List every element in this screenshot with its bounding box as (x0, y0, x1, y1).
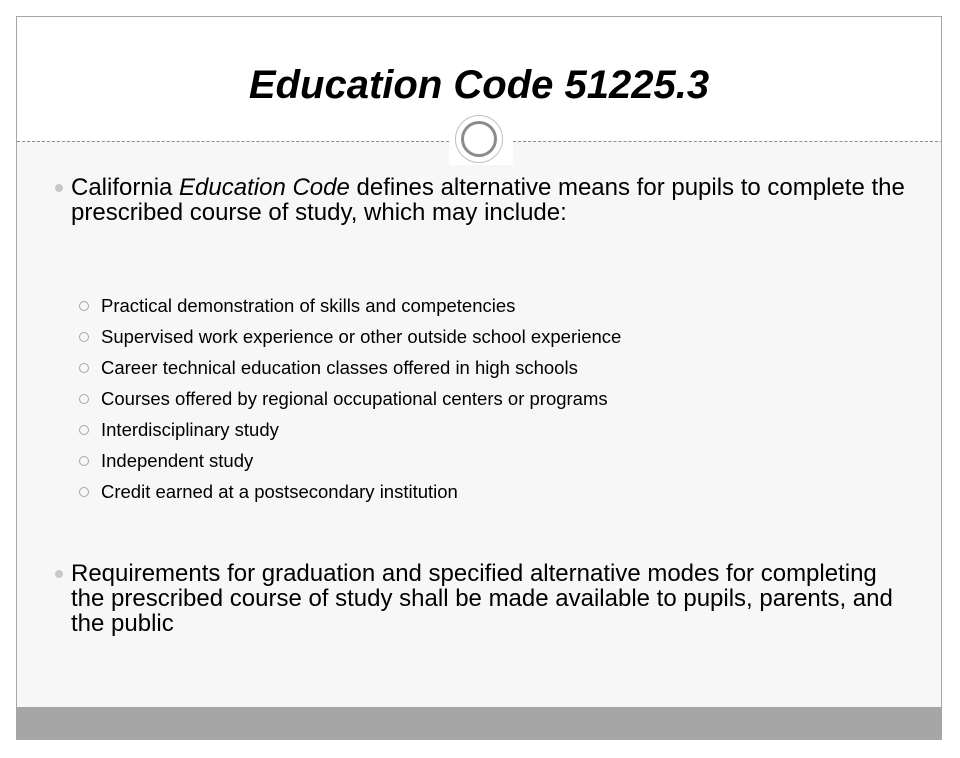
bullet-text-before: California (71, 174, 180, 201)
slide (16, 16, 942, 740)
bullet-text: Requirements for graduation and specified alternative modes for completing the prescribed course of study shall be made available to pupils, parents, and the public (71, 560, 893, 637)
bullet-graduation-requirements (71, 561, 911, 636)
title-divider-left (17, 141, 449, 142)
footer-bar (17, 707, 941, 740)
circle-ornament-ring (461, 121, 497, 157)
ring-bullet-icon (79, 301, 89, 311)
list-item (79, 295, 621, 326)
slide-title: Education Code 51225.3 (248, 63, 710, 107)
ring-bullet-icon (79, 487, 89, 497)
alternative-means-list (79, 295, 621, 512)
ring-bullet-icon (79, 332, 89, 342)
list-item-text: Credit earned at a postsecondary institution (101, 481, 458, 502)
list-item (79, 388, 621, 419)
ring-bullet-icon (79, 456, 89, 466)
bullet-dot-icon (55, 570, 63, 578)
title-divider-right (513, 141, 942, 142)
list-item-text: Courses offered by regional occupational centers or programs (101, 388, 608, 409)
list-item (79, 326, 621, 357)
bullet-dot-icon (55, 184, 63, 192)
list-item-text: Practical demonstration of skills and competencies (101, 295, 516, 316)
list-item-text: Supervised work experience or other outside school experience (101, 326, 622, 347)
list-item-text: Interdisciplinary study (101, 419, 279, 440)
ring-bullet-icon (79, 394, 89, 404)
bullet-text-after: defines alternative means for pupils to complete the prescribed course of study, which may include: (71, 174, 905, 226)
list-item (79, 481, 621, 512)
circle-ornament-icon (455, 115, 503, 163)
list-item-text: Career technical education classes offered in high schools (101, 357, 578, 378)
list-item (79, 357, 621, 388)
list-item (79, 450, 621, 481)
bullet-alternative-means (71, 175, 911, 225)
list-item (79, 419, 621, 450)
list-item-text: Independent study (101, 450, 254, 471)
ring-bullet-icon (79, 363, 89, 373)
ring-bullet-icon (79, 425, 89, 435)
bullet-text-italic: Education Code (179, 174, 350, 201)
